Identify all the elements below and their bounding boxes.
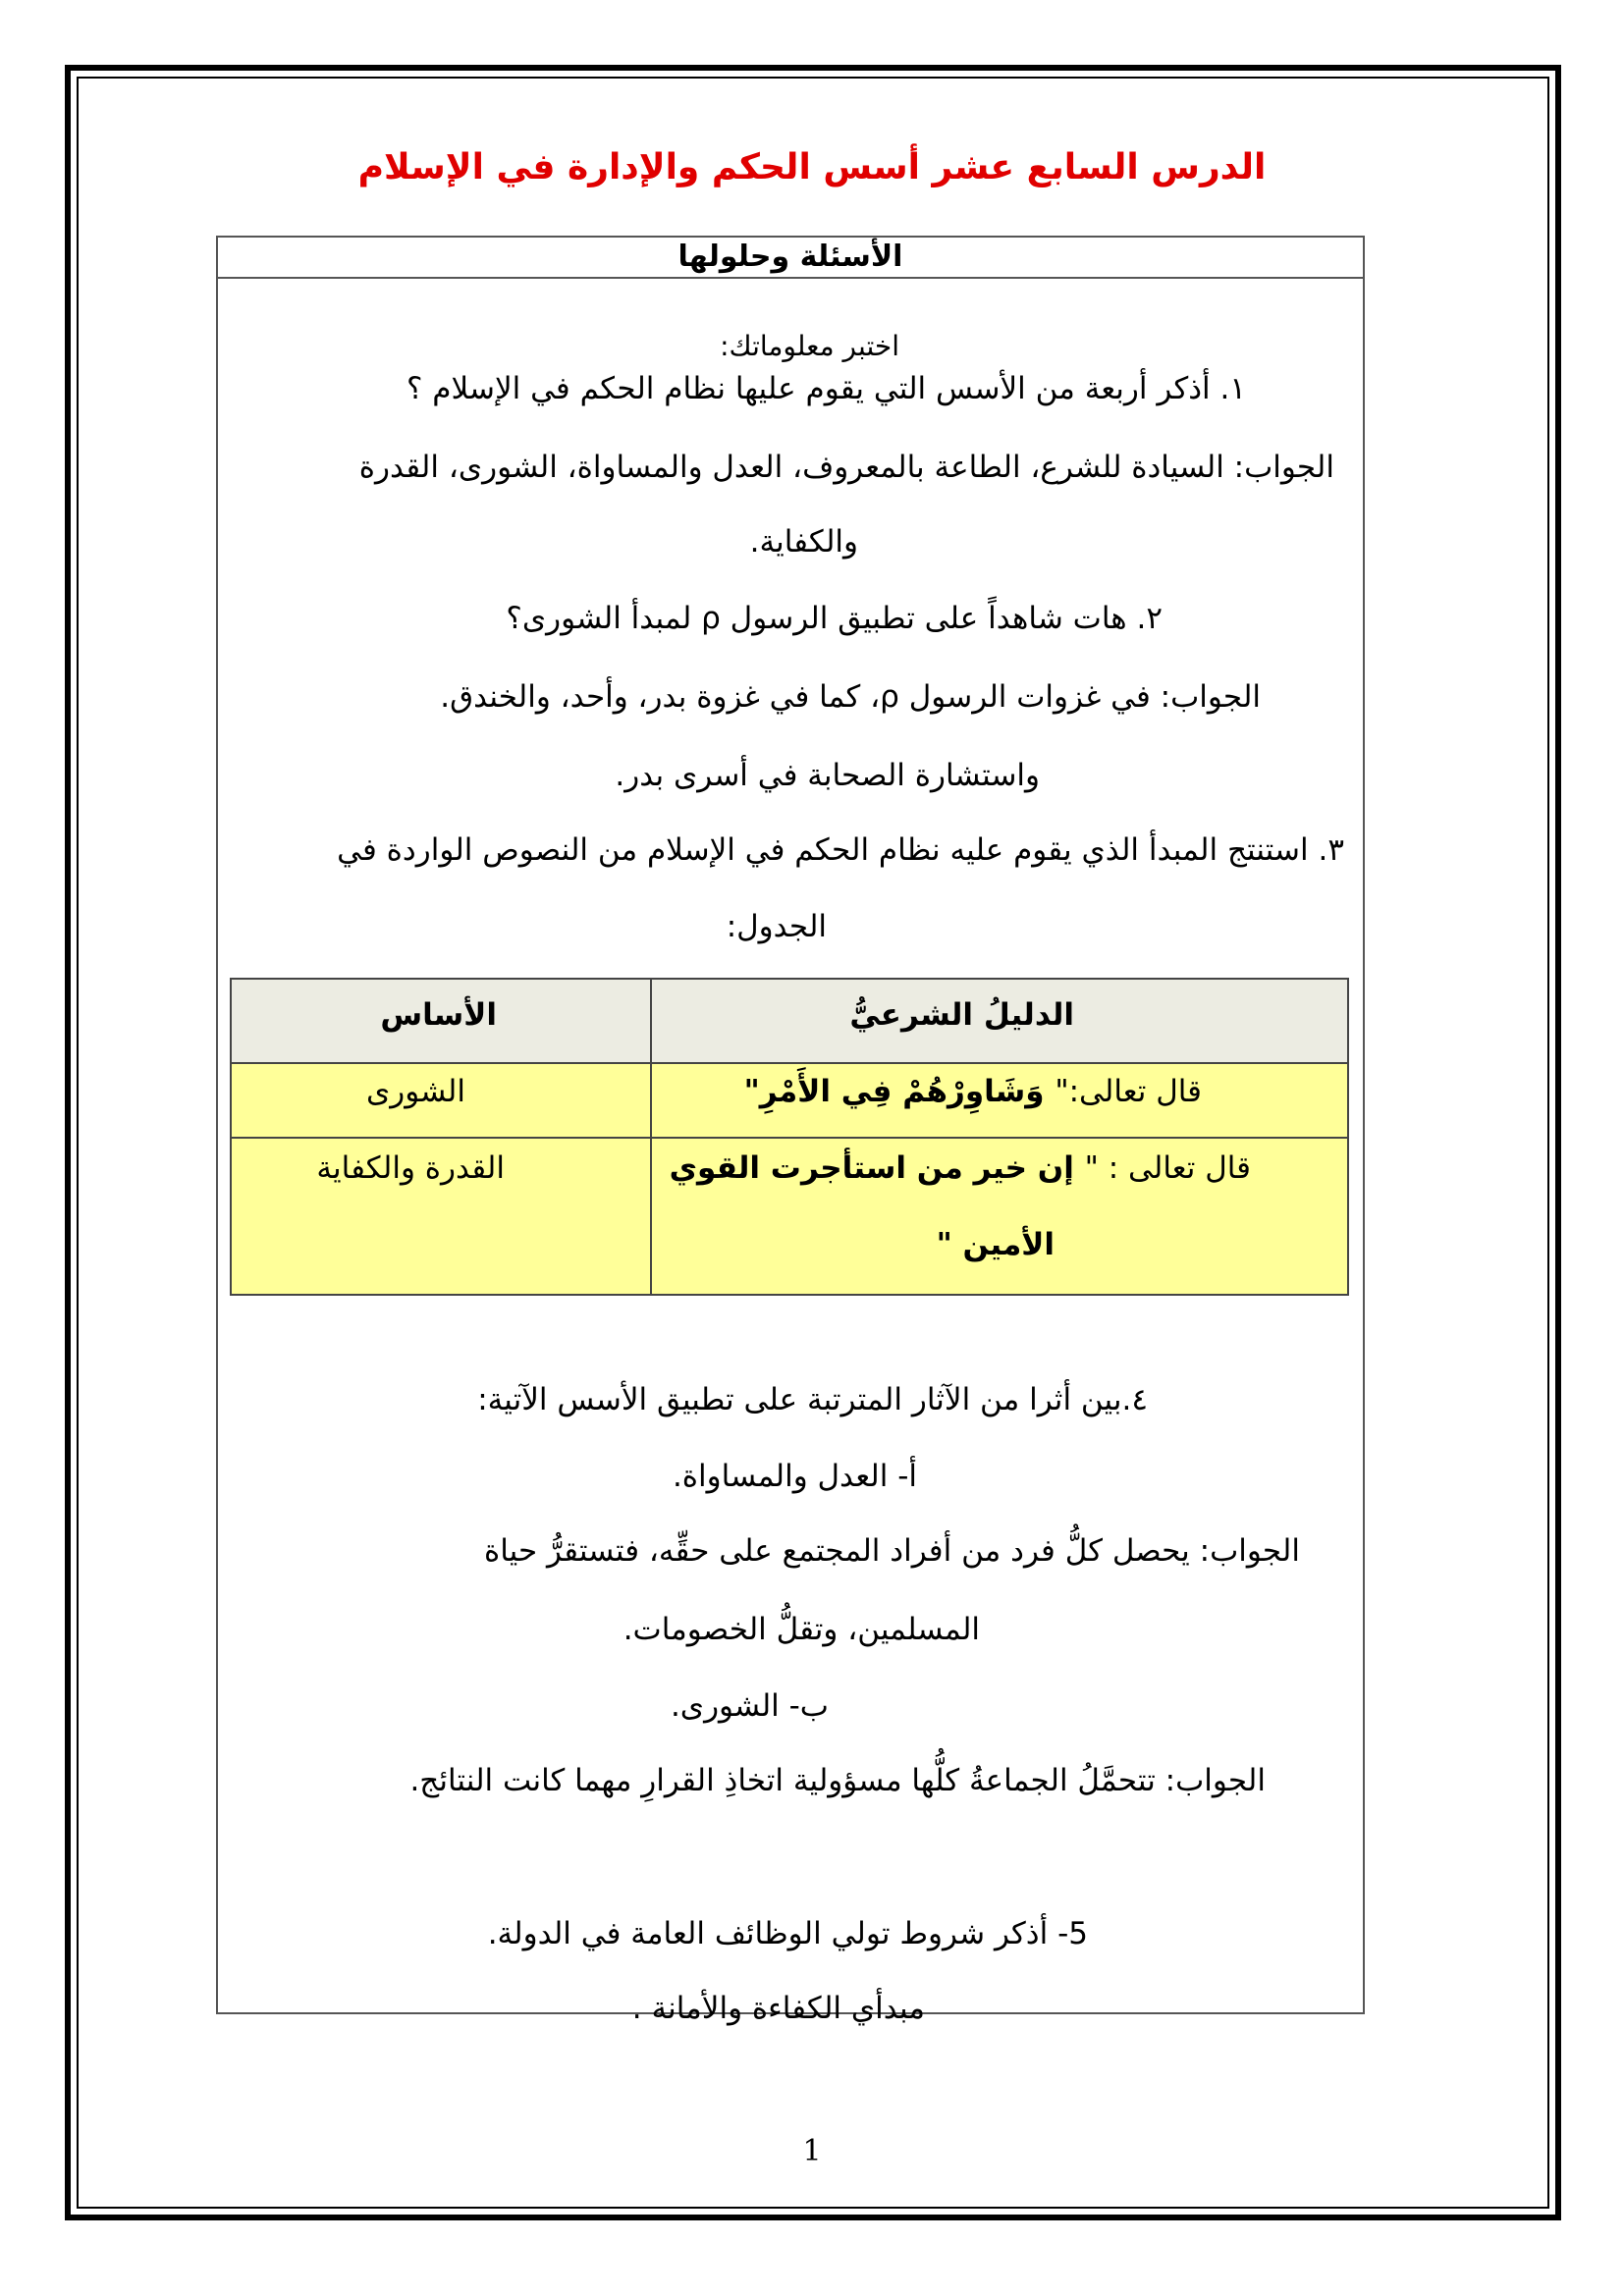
table-header-basis: الأساس: [380, 997, 497, 1033]
q4-b-answer: الجواب: تتحمَّلُ الجماعةُ كلُّها مسؤولية اتخاذِ القرارِ مهما كانت النتائج.: [409, 1763, 1266, 1798]
q4-a-label: أ- العدل والمساواة.: [672, 1459, 917, 1494]
q2-answer-line2: واستشارة الصحابة في أسرى بدر.: [615, 758, 1040, 793]
table-row-2-basis: القدرة والكفاية: [316, 1150, 505, 1186]
page-title: الدرس السابع عشر أسس الحكم والإدارة في الإسلام: [357, 147, 1267, 187]
table-row-1-evidence-prefix: قال تعالى:": [1055, 1074, 1202, 1109]
q4-a-answer-line2: المسلمين، وتقلُّ الخصومات.: [623, 1612, 980, 1647]
q2-question: ٢. هات شاهداً على تطبيق الرسول ρ لمبدأ الشورى؟: [506, 601, 1163, 636]
q2-answer-line1: الجواب: في غزوات الرسول ρ، كما في غزوة بدر، وأحد، والخندق.: [440, 679, 1261, 715]
q5-answer: مبدأي الكفاءة والأمانة .: [631, 1991, 925, 2026]
table-row-1-basis: الشورى: [366, 1074, 465, 1109]
q4-question: ٤.بين أثرا من الآثار المترتبة على تطبيق الأسس الآتية:: [477, 1382, 1148, 1417]
q3-question-line2: الجدول:: [726, 909, 827, 944]
page-number: 1: [802, 2134, 822, 2168]
q3-question-line1: ٣. استنتج المبدأ الذي يقوم عليه نظام الحكم في الإسلام من النصوص الواردة في: [337, 832, 1344, 868]
table-row-2-evidence-quote-line2: الأمين ": [936, 1227, 1055, 1262]
table-row-2-evidence: [670, 1150, 1251, 1186]
table-row-2-evidence-prefix: قال تعالى : ": [1084, 1150, 1251, 1186]
q1-answer-line2: والكفاية.: [749, 524, 858, 560]
q4-b-label: ب- الشورى.: [670, 1688, 829, 1724]
table-row-1-evidence-quote: وَشَاوِرْهُمْ فِي الأَمْرِ": [743, 1074, 1056, 1109]
intro-text: اختبر معلوماتك:: [720, 330, 899, 362]
q5-question: 5- أذكر شروط تولي الوظائف العامة في الدولة.: [487, 1916, 1088, 1951]
table-row-1-evidence: [744, 1074, 1202, 1109]
q1-question: ١. أذكر أربعة من الأسس التي يقوم عليها نظام الحكم في الإسلام ؟: [406, 371, 1246, 406]
q1-answer-line1: الجواب: السيادة للشرع، الطاعة بالمعروف، العدل والمساواة، الشورى، القدرة: [358, 450, 1334, 485]
q4-a-answer-line1: الجواب: يحصل كلُّ فرد من أفراد المجتمع على حقِّه، فتستقرُّ حياة: [484, 1533, 1300, 1569]
section-header: الأسئلة وحلولها: [216, 236, 1365, 279]
table-row-2-evidence-quote: إن خير من استأجرت القوي: [669, 1150, 1085, 1186]
table-column-divider: [650, 978, 652, 1296]
table-header-evidence: الدليلُ الشرعيُّ: [849, 997, 1074, 1033]
